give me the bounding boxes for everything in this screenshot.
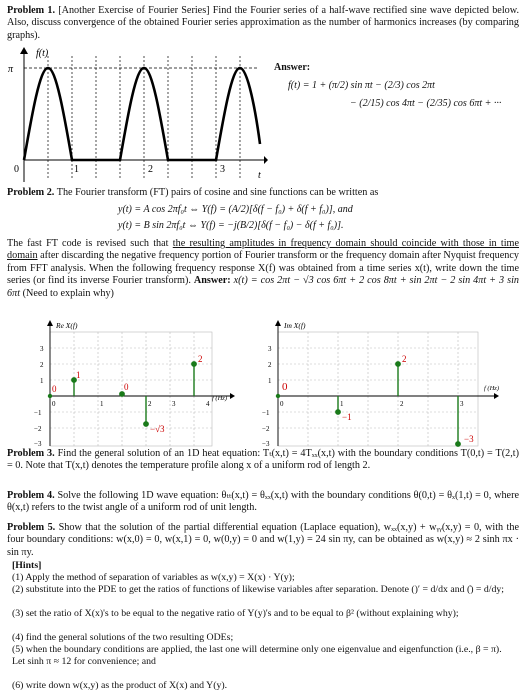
problem4-title: Problem 4. xyxy=(7,490,55,501)
problem1-title: Problem 1. xyxy=(7,5,55,16)
problem2-para-after: after discarding the negative frequency portion of Fourier transform or the frequency domain after Nyquist frequency from FFT analysis. When the following frequency response X(f) was obtained from a time series x(t), write down the time series (or find its inverse Fourier transform). xyxy=(7,250,519,287)
problem2-title: Problem 2. xyxy=(7,187,55,198)
re-ylabel: Re X(f) xyxy=(56,321,78,330)
re-annot-4: 2 xyxy=(198,354,203,364)
problem2-eq2: y(t) = B sin 2πf₀t ⇔ Y(f) = −j(B/2)[δ(f − f₀) − δ(f + f₀)]. xyxy=(118,220,344,231)
problem1-answer-line1: f(t) = 1 + (π/2) sin πt − (2/3) cos 2πt xyxy=(288,80,435,91)
re-ytick-1: 1 xyxy=(40,377,44,385)
hint-item: (5) when the boundary conditions are applied, the last one will determine only one eigenvalue and eigenfunction (i.e., β = π). Let sinh π ≈ 12 for convenience; and xyxy=(12,644,502,667)
re-ytick-m1: −1 xyxy=(34,409,42,417)
graph-xtick-1: 1 xyxy=(74,164,79,175)
im-ylabel: Im X(f) xyxy=(284,321,306,330)
problem5-text: Show that the solution of the partial differential equation (Laplace equation), wₓₓ(x,y) + wᵧᵧ(x,y) = 0, with the four boundary conditions: w(x,0) = 0, w(x,1) = 0, w(0,y) = 0 and w(1,y) = 24 sin πy, can be obtained as w(x,y) ≈ 2 sinh πx · sin πy. xyxy=(7,522,519,558)
graph-xtick-0: 0 xyxy=(14,164,19,175)
re-xlabel: f (Hz) xyxy=(212,395,227,402)
problem4-statement xyxy=(7,490,519,515)
re-xtick-2: 2 xyxy=(148,400,152,408)
hints-label: [Hints] xyxy=(12,560,42,571)
im-ytick-m1: −1 xyxy=(262,409,270,417)
problem2-para-underlined: the resulting amplitudes in frequency domain should coincide with those in time domain xyxy=(7,238,519,262)
graph-xlabel: t xyxy=(258,170,261,181)
problem4-text: Solve the following 1D wave equation: θₜₜ(x,t) = θₓₓ(x,t) with the boundary conditions θ(0,t) = θₓ(1,t) = 0, where θ(x,t) refers to the twist angle of a uniform rod of unit length. xyxy=(7,490,519,514)
re-ytick-2: 2 xyxy=(40,361,44,369)
problem1-text: [Another Exercise of Fourier Series] Find the Fourier series of a half-wave rectified sine wave depicted below. Also, discuss convergence of the obtained Fourier series approximation as the number of harmonics increases (by comparing graphs). xyxy=(7,5,519,41)
problem1-answer-label: Answer: xyxy=(274,62,311,73)
re-xtick-1: 1 xyxy=(100,400,104,408)
problem2-paragraph xyxy=(7,238,519,300)
re-annot-1: 1 xyxy=(76,370,81,380)
hint-item: (1) Apply the method of separation of variables as w(x,y) = X(x) · Y(y); xyxy=(12,572,295,583)
re-annot-3: −√3 xyxy=(150,424,165,434)
im-xtick-2: 2 xyxy=(400,400,404,408)
hint-item: (6) write down w(x,y) as the product of X(x) and Y(y). xyxy=(12,680,228,691)
problem2-answer-note: (Need to explain why) xyxy=(20,287,114,299)
hint-item: (2) substitute into the PDE to get the ratios of functions of likewise variables after separation. Denote ()′ = d/dx and (̇) = d/dy; xyxy=(12,584,505,595)
re-annot-2: 0 xyxy=(124,382,129,392)
graph-ytick-pi: π xyxy=(8,64,14,75)
hint-item: (4) find the general solutions of the two resulting ODEs; xyxy=(12,632,234,643)
im-ytick-m2: −2 xyxy=(262,425,270,433)
re-xtick-0: 0 xyxy=(52,400,56,408)
re-annot-0: 0 xyxy=(52,384,57,394)
im-ytick-3: 3 xyxy=(268,345,272,353)
problem2-para-before: The fast FT code is revised such that xyxy=(7,238,173,249)
problem5-title: Problem 5. xyxy=(7,522,56,533)
hint-item: (3) set the ratio of X(x)'s to be equal to the negative ratio of Y(y)'s and to be equal to β² (without explaining why); xyxy=(12,608,459,619)
im-xtick-0: 0 xyxy=(280,400,284,408)
problem2-eq1: y(t) = A cos 2πf₀t ⇔ Y(f) = (A/2)[δ(f − f₀) + δ(f + f₀)], and xyxy=(118,204,353,215)
re-xtick-3: 3 xyxy=(172,400,176,408)
im-xtick-1: 1 xyxy=(340,400,344,408)
im-xtick-3: 3 xyxy=(460,400,464,408)
im-annot-1: −1 xyxy=(342,412,352,422)
problem1-statement xyxy=(7,5,519,42)
half-wave-graph xyxy=(2,44,268,184)
problem2-statement xyxy=(7,187,519,199)
problem3-title: Problem 3. xyxy=(7,448,55,459)
graph-xtick-2: 2 xyxy=(148,164,153,175)
im-ytick-2: 2 xyxy=(268,361,272,369)
im-ytick-1: 1 xyxy=(268,377,272,385)
re-xtick-4: 4 xyxy=(206,400,210,408)
problem3-text: Find the general solution of an 1D heat equation: Tₜ(x,t) = 4Tₓₓ(x,t) with the boundary conditions T(0,t) = T(2,t) = 0. Note that T(x,t) denotes the temperature profile along x of a uniform rod of length 2. xyxy=(7,448,519,472)
problem5-statement xyxy=(7,522,519,559)
graph-ylabel: f(t) xyxy=(36,48,49,59)
im-ytick-m3: −3 xyxy=(262,440,270,448)
re-x-plot xyxy=(30,320,240,448)
im-x-plot xyxy=(258,320,520,448)
problem2-answer-text: x(t) = cos 2πt − √3 cos 6πt + 2 cos 8πt + sin 2πt − 2 sin 4πt + 3 sin 6πt xyxy=(7,275,519,299)
im-annot-0: 0 xyxy=(282,381,288,393)
im-xlabel: f (Hz) xyxy=(484,385,499,392)
problem1-answer-line2: − (2/15) cos 4πt − (2/35) cos 6πt + ··· xyxy=(350,98,502,109)
graph-xtick-3: 3 xyxy=(220,164,225,175)
re-ytick-m3: −3 xyxy=(34,440,42,448)
re-ytick-3: 3 xyxy=(40,345,44,353)
problem2-answer-label: Answer: xyxy=(193,275,231,287)
re-ytick-m2: −2 xyxy=(34,425,42,433)
im-annot-3: −3 xyxy=(464,434,474,444)
problem2-text: The Fourier transform (FT) pairs of cosine and sine functions can be written as xyxy=(54,187,379,198)
im-annot-2: 2 xyxy=(402,354,407,364)
problem3-statement xyxy=(7,448,519,473)
